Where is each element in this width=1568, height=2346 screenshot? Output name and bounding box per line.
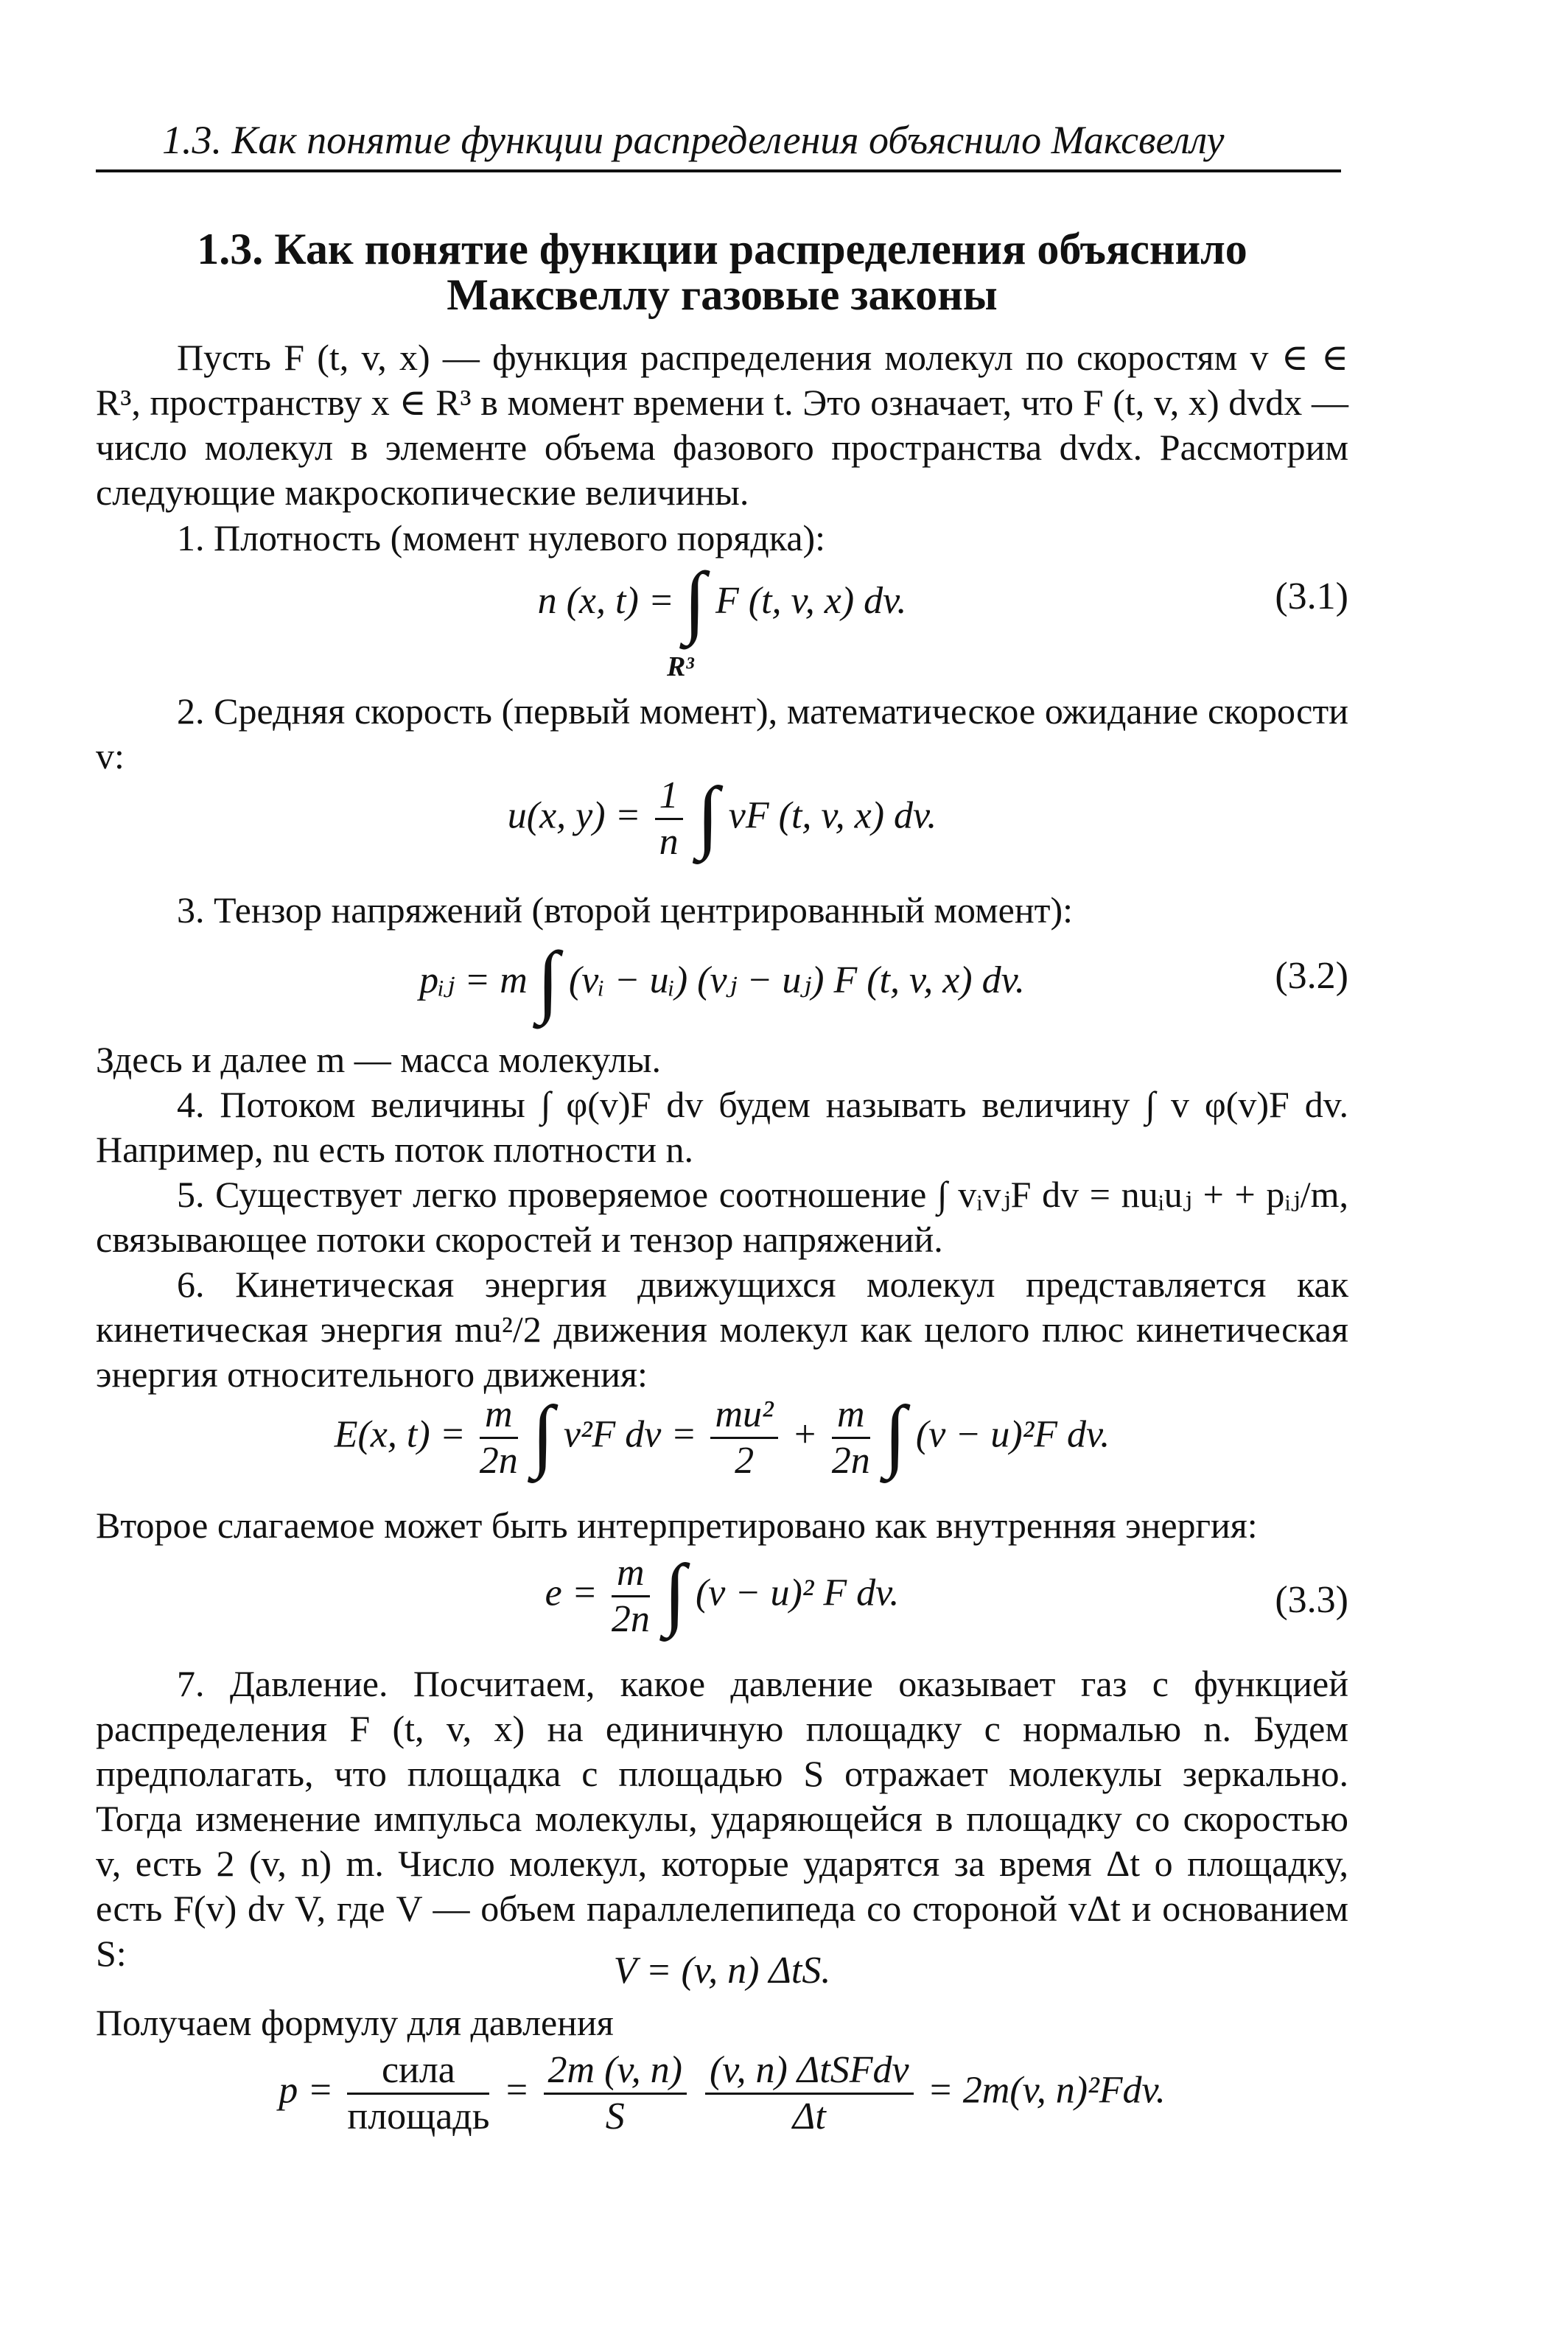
pressure-fraction-1: $\frac{\text{сила}}{\text{площадь}}$ [347,2049,490,2137]
energy-fraction-2: $\frac{\text{mu²}}{2}$ [710,1393,777,1483]
intro-paragraph: Пусть F (t, v, x) — функция распределения молекул по скоростям v ∈ ∈ R³, пространству x ∈ R³ в момент времени t. Это означает, что F (t, v, x) dvdx — число молекул в элементе объема фазового пространства dvdx. Рассмотрим следующие макроскопические величины. [96,337,1348,513]
equation-3-3-body [96,1547,1348,1642]
eq31-rhs: F (t, v, x) dv. [715,580,907,622]
item-4-flux: 4. Потоком величины ∫ φ(v)F dv будем называть величину ∫ v φ(v)F dv. Например, nu есть поток плотности n. [96,1084,1348,1170]
equation-number: (3.2) [1275,955,1348,997]
pressure-lhs: p = [279,2069,334,2112]
energy-fraction-3: $\frac{m}{2n}$ [831,1393,870,1482]
integral-sign: ∫ [696,770,719,861]
internal-energy-text: Второе слагаемое может быть интерпретировано как внутренняя энергия: [96,1505,1258,1546]
eq31-lhs: n (x, t) = [537,580,674,622]
item-5-relation: 5. Существует легко проверяемое соотношение ∫ vᵢvⱼF dv = nuᵢuⱼ + + pᵢⱼ/m, связывающее потоки скоростей и тензор напряжений. [96,1174,1348,1260]
equation-3-2 [96,935,1348,1032]
equation-number: (3.3) [1275,1579,1348,1621]
equation-volume-body: V = (v, n) ΔtS. [613,1950,831,1992]
equation-energy-body [96,1389,1348,1483]
integral-sign: ∫ [883,1389,906,1480]
integral-sign: ∫ [683,556,706,645]
item-6-kinetic: 6. Кинетическая энергия движущихся молекул представляется как кинетическая энергия mu²/2 движения молекул как целого плюс кинетическая энергия относительного движения: [96,1264,1348,1395]
equation-3-1-body [96,556,1348,645]
equation-3-1 [96,556,1348,682]
pressure-eq1: = [503,2069,530,2112]
eq32-rhs: (vᵢ − uᵢ) (vⱼ − uⱼ) F (t, v, x) dv. [568,959,1025,1001]
pressure-fraction-2: $\frac{2m (v, n)}{S}$ [544,2048,687,2139]
eq32-lhs: pᵢⱼ = m [419,959,528,1001]
velocity-rhs: vF (t, v, x) dv. [728,794,937,837]
equation-energy [96,1389,1348,1503]
eq33-lhs: e = [545,1572,598,1614]
pressure-rhs: = 2m(v, n)²Fdv. [927,2069,1166,2112]
integral-sign: ∫ [531,1389,554,1480]
equation-number: (3.1) [1275,575,1348,617]
energy-rhs: (v − u)²F dv. [915,1413,1110,1456]
integral-sign: ∫ [536,935,559,1025]
equation-velocity [96,770,1348,877]
pressure-fraction-3: $\frac{\text{(v, n) ΔtSFdv}}{\Delta t}$ [705,2048,914,2139]
section-title-line2: Максвеллу газовые законы [447,270,998,319]
velocity-lhs: u(x, y) = [507,794,641,837]
energy-plus: + [791,1413,818,1456]
item-7-pressure: 7. Давление. Посчитаем, какое давление оказывает газ с функцией распределения F (t, v, x) на единичную площадку с нормалью n. Будем предполагать, что площадка с площадью S отражает молекулы зеркально. Тогда изменение импульса молекулы, ударяющейся в площадку со скоростью v, есть 2 (v, n) m. Число молекул, которые ударятся за время Δt о площадку, есть F(v) dv V, где V — объем параллелепипеда со стороной vΔt и основанием S: [96,1663,1348,1974]
item-3-stress: 3. Тензор напряжений (второй центрированный момент): [177,889,1074,931]
eq33-rhs: (v − u)² F dv. [695,1572,900,1614]
item-2-velocity: 2. Средняя скорость (первый момент), математическое ожидание скорости v: [96,690,1348,777]
energy-mid: v²F dv = [563,1413,697,1456]
equation-3-2-body [96,935,1348,1025]
pressure-intro: Получаем формулу для давления [96,2002,614,2043]
eq31-domain: R³ [667,651,694,682]
energy-lhs: E(x, t) = [334,1413,466,1456]
eq33-fraction: $\frac{m}{2n}$ [611,1552,650,1640]
energy-fraction-1: $\frac{m}{2n}$ [479,1393,518,1482]
section-title-line1: Как понятие функции распределения объяснило [274,225,1247,273]
equation-velocity-body [96,770,1348,864]
item-1-density: 1. Плотность (момент нулевого порядка): [177,517,826,559]
velocity-fraction: $\frac{1}{n}$ [655,774,683,864]
equation-volume [96,1945,1348,1997]
integral-sign: ∫ [663,1547,686,1638]
mass-note: Здесь и далее m — масса молекулы. [96,1039,661,1080]
equation-3-3 [96,1547,1348,1654]
equation-pressure [96,2048,1348,2159]
equation-pressure-body [96,2048,1348,2139]
section-number: 1.3. [197,225,264,273]
running-head: 1.3. Как понятие функции распределения объяснило Максвеллу [96,111,1341,172]
